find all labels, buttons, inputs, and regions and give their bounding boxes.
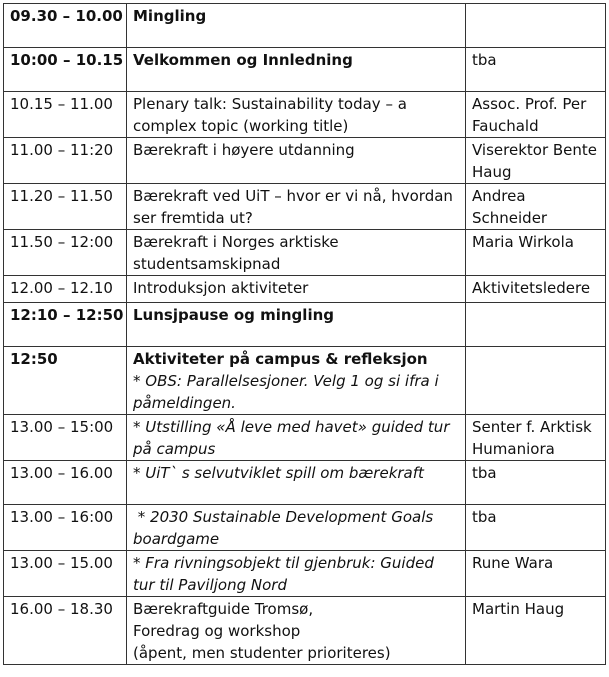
time-cell: 12.00 – 12.10 (4, 276, 127, 303)
time-cell: 13.00 – 15.00 (4, 551, 127, 597)
table-row (4, 92, 606, 138)
table-row (4, 461, 606, 505)
speaker-cell: Assoc. Prof. Per Fauchald (466, 92, 606, 138)
table-row (4, 303, 606, 347)
session-line: Foredrag og workshop (133, 622, 301, 640)
table-row (4, 505, 606, 551)
session-cell (127, 597, 466, 665)
session-line: Bærekraftguide Tromsø, (133, 600, 314, 618)
session-cell: Introduksjon aktiviteter (127, 276, 466, 303)
table-row (4, 276, 606, 303)
speaker-cell: Aktivitetsledere (466, 276, 606, 303)
time-cell: 12:10 – 12:50 (4, 303, 127, 347)
time-cell: 09.30 – 10.00 (4, 4, 127, 48)
time-cell: 13.00 – 16.00 (4, 461, 127, 505)
program-table (3, 3, 606, 665)
session-cell: Plenary talk: Sustainability today – a complex topic (working title) (127, 92, 466, 138)
time-cell: 12:50 (4, 347, 127, 415)
time-cell: 10:00 – 10.15 (4, 48, 127, 92)
session-cell: * Fra rivningsobjekt til gjenbruk: Guided tur til Paviljong Nord (127, 551, 466, 597)
session-cell: Bærekraft ved UiT – hvor er vi nå, hvordan ser fremtida ut? (127, 184, 466, 230)
table-row (4, 415, 606, 461)
time-cell: 11.50 – 12:00 (4, 230, 127, 276)
table-row (4, 597, 606, 665)
session-cell: Lunsjpause og mingling (127, 303, 466, 347)
session-cell: Mingling (127, 4, 466, 48)
speaker-cell: Rune Wara (466, 551, 606, 597)
session-cell: Velkommen og Innledning (127, 48, 466, 92)
time-cell: 16.00 – 18.30 (4, 597, 127, 665)
speaker-cell (466, 4, 606, 48)
table-row (4, 138, 606, 184)
time-cell: 13.00 – 15:00 (4, 415, 127, 461)
time-cell: 11.00 – 11:20 (4, 138, 127, 184)
speaker-cell: Viserektor Bente Haug (466, 138, 606, 184)
table-row (4, 551, 606, 597)
session-cell: * Utstilling «Å leve med havet» guided tur på campus (127, 415, 466, 461)
speaker-cell: tba (466, 461, 606, 505)
speaker-cell (466, 303, 606, 347)
speaker-cell: tba (466, 48, 606, 92)
table-row (4, 48, 606, 92)
time-cell: 11.20 – 11.50 (4, 184, 127, 230)
speaker-cell: Maria Wirkola (466, 230, 606, 276)
session-cell (127, 347, 466, 415)
speaker-cell: Senter f. Arktisk Humaniora (466, 415, 606, 461)
session-title: Aktiviteter på campus & refleksjon (133, 350, 428, 368)
speaker-cell: Andrea Schneider (466, 184, 606, 230)
table-row (4, 347, 606, 415)
session-line: (åpent, men studenter prioriteres) (133, 644, 391, 662)
table-row (4, 184, 606, 230)
session-cell: * 2030 Sustainable Development Goals boardgame (127, 505, 466, 551)
session-cell: Bærekraft i høyere utdanning (127, 138, 466, 184)
time-cell: 10.15 – 11.00 (4, 92, 127, 138)
session-note: * OBS: Parallelsesjoner. Velg 1 og si ifra i påmeldingen. (133, 372, 439, 412)
table-row (4, 230, 606, 276)
session-cell: * UiT` s selvutviklet spill om bærekraft (127, 461, 466, 505)
table-row (4, 4, 606, 48)
speaker-cell: Martin Haug (466, 597, 606, 665)
time-cell: 13.00 – 16:00 (4, 505, 127, 551)
speaker-cell (466, 347, 606, 415)
session-cell: Bærekraft i Norges arktiske studentsamskipnad (127, 230, 466, 276)
speaker-cell: tba (466, 505, 606, 551)
